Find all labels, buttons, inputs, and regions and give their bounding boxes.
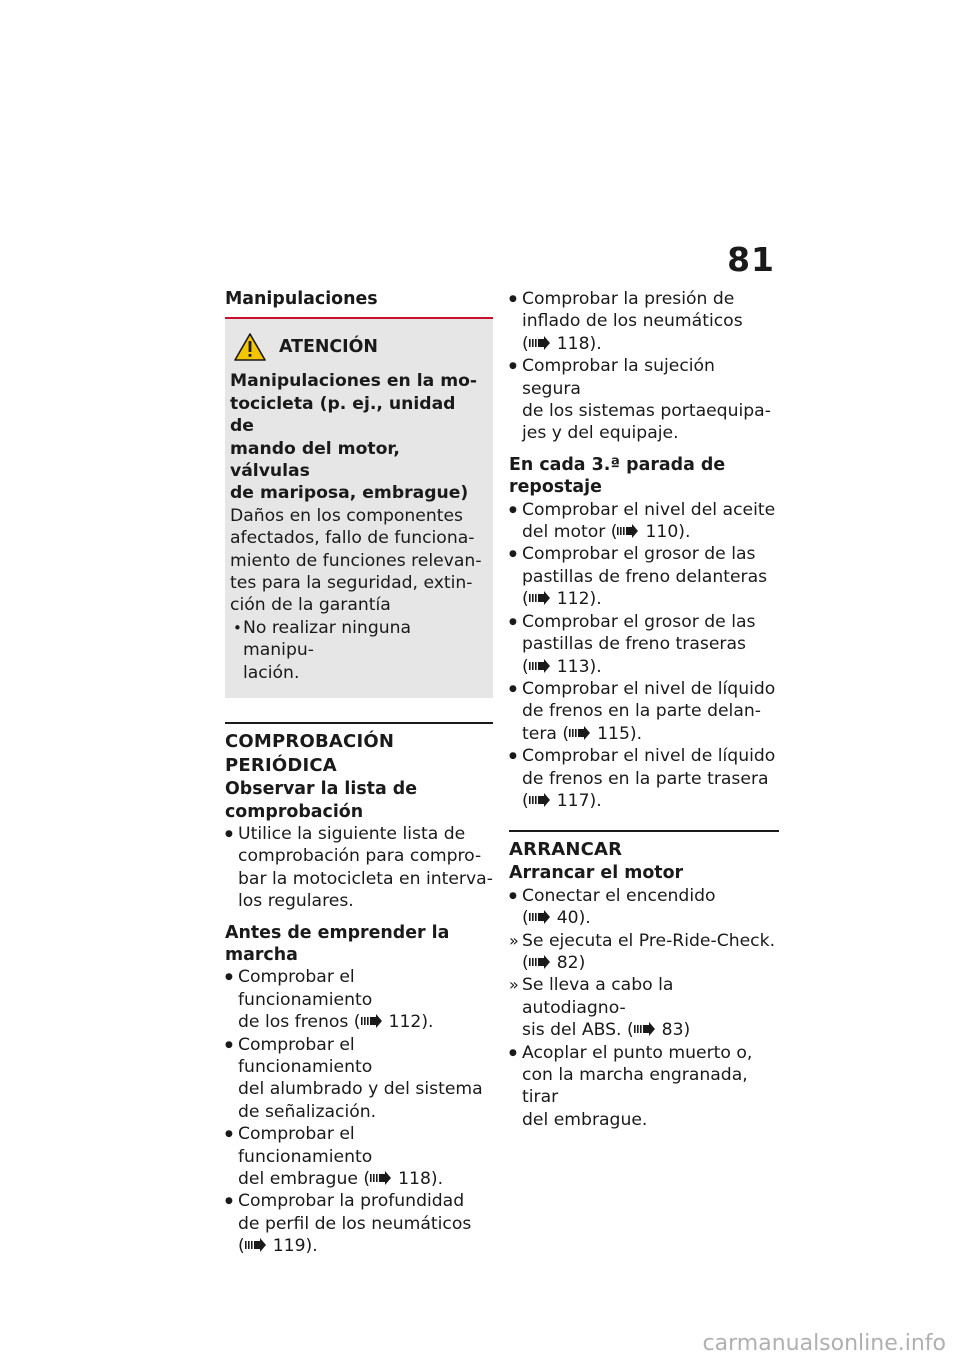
page-ref[interactable]: 83 xyxy=(661,1020,684,1041)
section-title-arrancar: ARRANCAR xyxy=(509,830,779,862)
list-item: ● Acoplar el punto muerto o, con la marcha engranada, tirar del embrague. xyxy=(509,1042,779,1132)
list-item: » Se lleva a cabo la autodiagno- sis del ABS. ( 83) xyxy=(509,974,779,1041)
left-column xyxy=(225,288,493,1258)
list-item: ● Conectar el encendido ( 40). xyxy=(509,885,779,930)
tyre-list xyxy=(509,288,779,445)
start-engine-heading: Arrancar el motor xyxy=(509,863,684,884)
page-ref[interactable]: 115 xyxy=(597,723,630,744)
warning-triangle-icon xyxy=(233,332,267,362)
list-item: ● Comprobar el nivel de líquido de frenos en la parte delan- tera ( 115). xyxy=(509,678,779,745)
page-ref-arrow-icon xyxy=(245,1238,267,1252)
page-ref[interactable]: 118 xyxy=(398,1169,431,1189)
page-ref-arrow-icon xyxy=(529,591,551,605)
observe-list xyxy=(225,823,493,913)
refuel-list xyxy=(509,499,779,813)
page-ref-arrow-icon xyxy=(529,659,551,673)
page-ref-arrow-icon xyxy=(634,1022,656,1036)
page-ref[interactable]: 110 xyxy=(645,522,679,543)
warning-title: ATENCIÓN xyxy=(279,337,378,358)
page-ref-arrow-icon xyxy=(529,910,551,924)
list-item: » Se ejecuta el Pre-Ride-Check. ( 82) xyxy=(509,930,779,975)
list-item: ● Comprobar el nivel de líquido de frenos en la parte trasera ( 117). xyxy=(509,745,779,812)
page-ref[interactable]: 113 xyxy=(556,656,590,677)
page-ref-arrow-icon xyxy=(370,1171,392,1185)
page-ref-arrow-icon xyxy=(361,1014,383,1028)
before-ride-list xyxy=(225,966,493,1257)
list-item: ● Comprobar el grosor de las pastillas de freno traseras ( 113). xyxy=(509,611,779,678)
section-title-comprobacion: COMPROBACIÓN PERIÓDICA xyxy=(225,722,493,778)
page-ref-arrow-icon xyxy=(529,955,551,969)
list-item: ● Comprobar la presión de inflado de los neumáticos ( 118). xyxy=(509,288,779,355)
page-ref[interactable]: 118 xyxy=(556,333,590,354)
manipulaciones-heading: Manipulaciones xyxy=(225,289,378,309)
list-item: ● Comprobar el funcionamiento del embrague ( 118). xyxy=(225,1123,493,1190)
list-item: ● Comprobar el nivel del aceite del motor ( 110). xyxy=(509,499,779,544)
page-ref[interactable]: 112 xyxy=(388,1012,422,1033)
right-column xyxy=(509,288,779,1131)
warning-list xyxy=(230,617,483,684)
list-item: ● Comprobar la sujeción segura de los sistemas portaequipa- jes y del equipaje. xyxy=(509,355,779,445)
page-number: 81 xyxy=(727,240,775,279)
page-ref-arrow-icon xyxy=(529,336,551,350)
page-ref-arrow-icon xyxy=(529,793,551,807)
list-item: ● Comprobar el funcionamiento del alumbrado y del sistema de señalización. xyxy=(225,1034,493,1124)
list-item: ● Comprobar la profundidad de perfil de los neumáticos ( 119). xyxy=(225,1190,493,1257)
warning-box xyxy=(225,317,493,698)
warning-text: Daños en los componentes afectados, fallo de funciona- miento de funciones relevan- tes para la seguridad, extin- ción de la garantía xyxy=(230,505,482,616)
page-ref[interactable]: 112 xyxy=(556,589,590,610)
observe-heading: Observar la lista de comprobación xyxy=(225,779,418,822)
before-ride-heading: Antes de emprender la marcha xyxy=(225,922,450,965)
start-engine-list xyxy=(509,885,779,1131)
list-item: ● Comprobar el grosor de las pastillas de freno delanteras ( 112). xyxy=(509,543,779,610)
page-ref[interactable]: 117 xyxy=(556,790,590,811)
page-ref[interactable]: 82 xyxy=(556,952,579,973)
warning-bold-text: Manipulaciones en la mo- tocicleta (p. ej., unidad de mando del motor, válvulas de mariposa, embrague) xyxy=(230,371,478,504)
page-ref[interactable]: 119 xyxy=(272,1236,306,1257)
page-ref-arrow-icon xyxy=(569,726,591,740)
watermark: carmanualsonline.info xyxy=(702,1331,946,1356)
list-item: ● Comprobar el funcionamiento de los frenos ( 112). xyxy=(225,966,493,1033)
page-ref[interactable]: 40 xyxy=(556,908,579,929)
list-item: ● Utilice la siguiente lista de comprobación para compro- bar la motocicleta en interva- los regulares. xyxy=(225,823,493,913)
list-item: • No realizar ninguna manipu- lación. xyxy=(230,617,483,684)
page-ref-arrow-icon xyxy=(617,524,639,538)
refuel-heading: En cada 3.ª parada de repostaje xyxy=(509,454,726,498)
